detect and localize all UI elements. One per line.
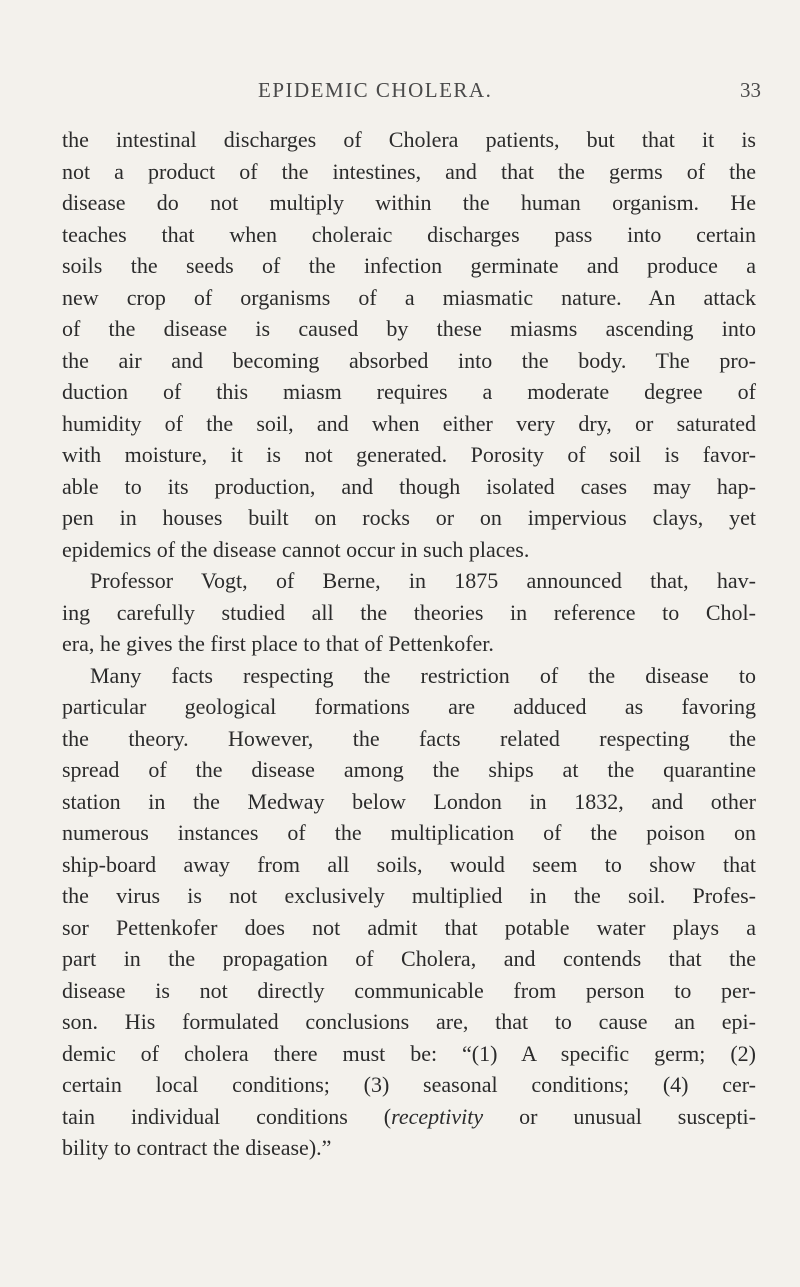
text-line: the theory. However, the facts related respecting the — [62, 725, 756, 751]
running-head — [0, 78, 800, 108]
text-line: the intestinal discharges of Cholera patients, but that it is — [62, 127, 756, 152]
text-segment: tain individual conditions ( — [62, 1103, 392, 1129]
text-line: certain local conditions; (3) seasonal conditions; (4) cer- — [62, 1072, 756, 1097]
text-line: pen in houses built on rocks or on impervious clays, yet — [62, 505, 756, 530]
text-line: part in the propagation of Cholera, and contends that the — [62, 946, 756, 971]
text-line: not a product of the intestines, and that the germs of the — [62, 158, 756, 184]
text-line: son. His formulated conclusions are, that to cause an epi- — [62, 1009, 756, 1034]
text-line: ing carefully studied all the theories in reference to Chol- — [62, 599, 756, 625]
text-line: station in the Medway below London in 1832, and other — [62, 788, 756, 814]
text-line: soils the seeds of the infection germinate and produce a — [62, 253, 756, 278]
text-line: disease is not directly communicable from person to per- — [62, 977, 756, 1003]
text-line: able to its production, and though isolated cases may hap- — [62, 473, 756, 499]
text-line: duction of this miasm requires a moderate degree of — [62, 379, 756, 404]
text-line: disease do not multiply within the human organism. He — [62, 190, 756, 215]
body-text — [62, 124, 756, 1164]
text-line-with-italic — [62, 1101, 756, 1133]
text-segment: or unusual suscepti- — [483, 1103, 756, 1129]
text-line: era, he gives the first place to that of Pettenkofer. — [62, 631, 494, 656]
running-title: EPIDEMIC CHOLERA. — [258, 78, 493, 102]
page-number: 33 — [740, 78, 761, 102]
text-line: sor Pettenkofer does not admit that potable water plays a — [62, 914, 756, 940]
text-line: spread of the disease among the ships at the quarantine — [62, 757, 756, 782]
text-line: bility to contract the disease).” — [62, 1135, 332, 1160]
paragraph-start-line: Professor Vogt, of Berne, in 1875 announced that, hav- — [90, 568, 756, 593]
text-line: demic of cholera there must be: “(1) A specific germ; (2) — [62, 1040, 756, 1066]
italic-term: receptivity — [391, 1103, 484, 1129]
text-line: particular geological formations are adduced as favoring — [62, 694, 756, 719]
text-line: epidemics of the disease cannot occur in such places. — [62, 536, 530, 562]
text-line: the virus is not exclusively multiplied in the soil. Profes- — [62, 883, 756, 908]
text-line: the air and becoming absorbed into the body. The pro- — [62, 347, 756, 373]
text-line: ship-board away from all soils, would seem to show that — [62, 851, 756, 877]
paragraph-start-line: Many facts respecting the restriction of the disease to — [90, 662, 756, 688]
text-line: numerous instances of the multiplication of the poison on — [62, 820, 756, 845]
text-line: humidity of the soil, and when either very dry, or saturated — [62, 410, 756, 436]
text-line: teaches that when choleraic discharges pass into certain — [62, 221, 756, 247]
text-line: with moisture, it is not generated. Porosity of soil is favor- — [62, 442, 756, 467]
text-line: new crop of organisms of a miasmatic nature. An attack — [62, 284, 756, 310]
text-line: of the disease is caused by these miasms ascending into — [62, 316, 756, 341]
